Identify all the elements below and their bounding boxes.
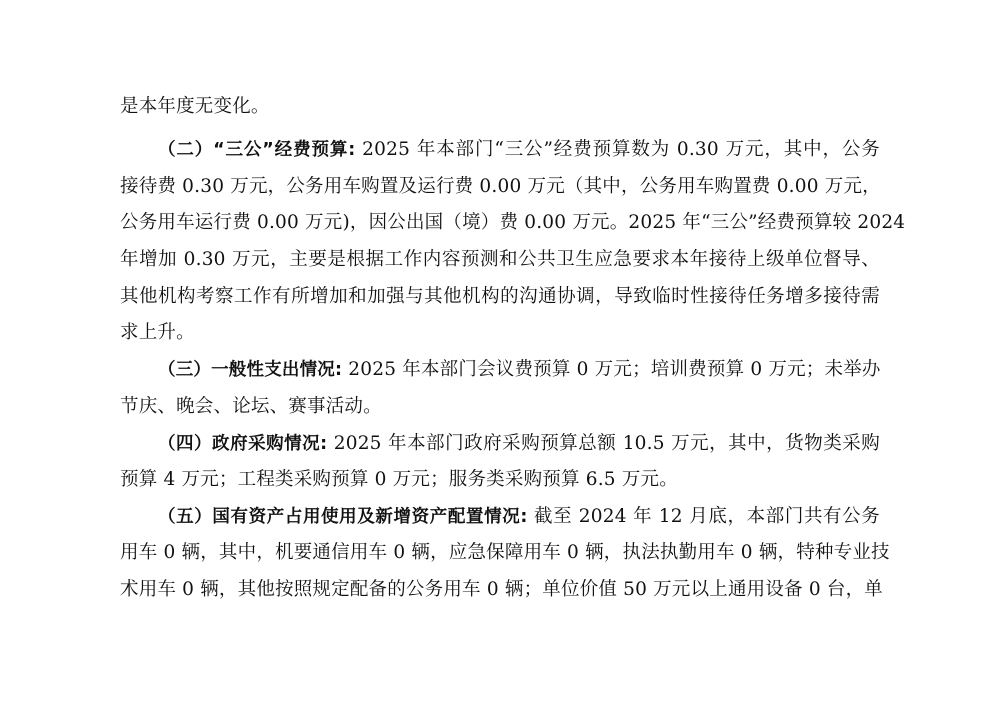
paragraph-e-line-2: 用车 0 辆，其中，机要通信用车 0 辆，应急保障用车 0 辆，执法执勤用车 0 辆，特种专业技 xyxy=(120,542,890,563)
paragraph-e-line-3: 术用车 0 辆，其他按照规定配备的公务用车 0 辆；单位价值 50 万元以上通用设备 0 台，单 xyxy=(120,579,883,600)
section-heading-general-expense: （三）一般性支出情况: xyxy=(158,360,343,380)
paragraph-e-line-1 xyxy=(120,502,880,532)
paragraph-d-line-1 xyxy=(120,429,880,459)
paragraph-c-line-1 xyxy=(120,355,880,385)
paragraph-b-line-1 xyxy=(120,135,880,165)
paragraph-d-line-2: 预算 4 万元；工程类采购预算 0 万元；服务类采购预算 6.5 万元。 xyxy=(120,469,678,490)
paragraph-c-line-1-text: 2025 年本部门会议费预算 0 万元；培训费预算 0 万元；未举办 xyxy=(342,359,881,380)
paragraph-b-line-4: 年增加 0.30 万元，主要是根据工作内容预测和公共卫生应急要求本年接待上级单位督导、 xyxy=(120,249,880,270)
paragraph-b-line-3: 公务用车运行费 0.00 万元)，因公出国（境）费 0.00 万元。2025 年“三公”经费预算较 2024 xyxy=(120,212,906,233)
paragraph-b-line-1-text: 2025 年本部门“三公”经费预算数为 0.30 万元，其中，公务 xyxy=(355,139,881,160)
paragraph-a-line-1: 是本年度无变化。 xyxy=(120,96,270,117)
paragraph-d-line-1-text: 2025 年本部门政府采购预算总额 10.5 万元，其中，货物类采购 xyxy=(327,433,880,454)
paragraph-b-line-6: 求上升。 xyxy=(120,322,195,343)
section-heading-state-assets: （五）国有资产占用使用及新增资产配置情况: xyxy=(158,507,528,527)
paragraph-c-line-2: 节庆、晚会、论坛、赛事活动。 xyxy=(120,396,382,417)
paragraph-e-line-1-text: 截至 2024 年 12 月底，本部门共有公务 xyxy=(527,506,880,527)
paragraph-b-line-2: 接待费 0.30 万元，公务用车购置及运行费 0.00 万元（其中，公务用车购置费 0.00 万元， xyxy=(120,176,881,197)
paragraph-b-line-5: 其他机构考察工作有所增加和加强与其他机构的沟通协调，导致临时性接待任务增多接待需 xyxy=(120,286,880,307)
section-heading-procurement: （四）政府采购情况: xyxy=(158,434,328,454)
section-heading-sangong: （二）“三公”经费预算: xyxy=(158,140,356,160)
